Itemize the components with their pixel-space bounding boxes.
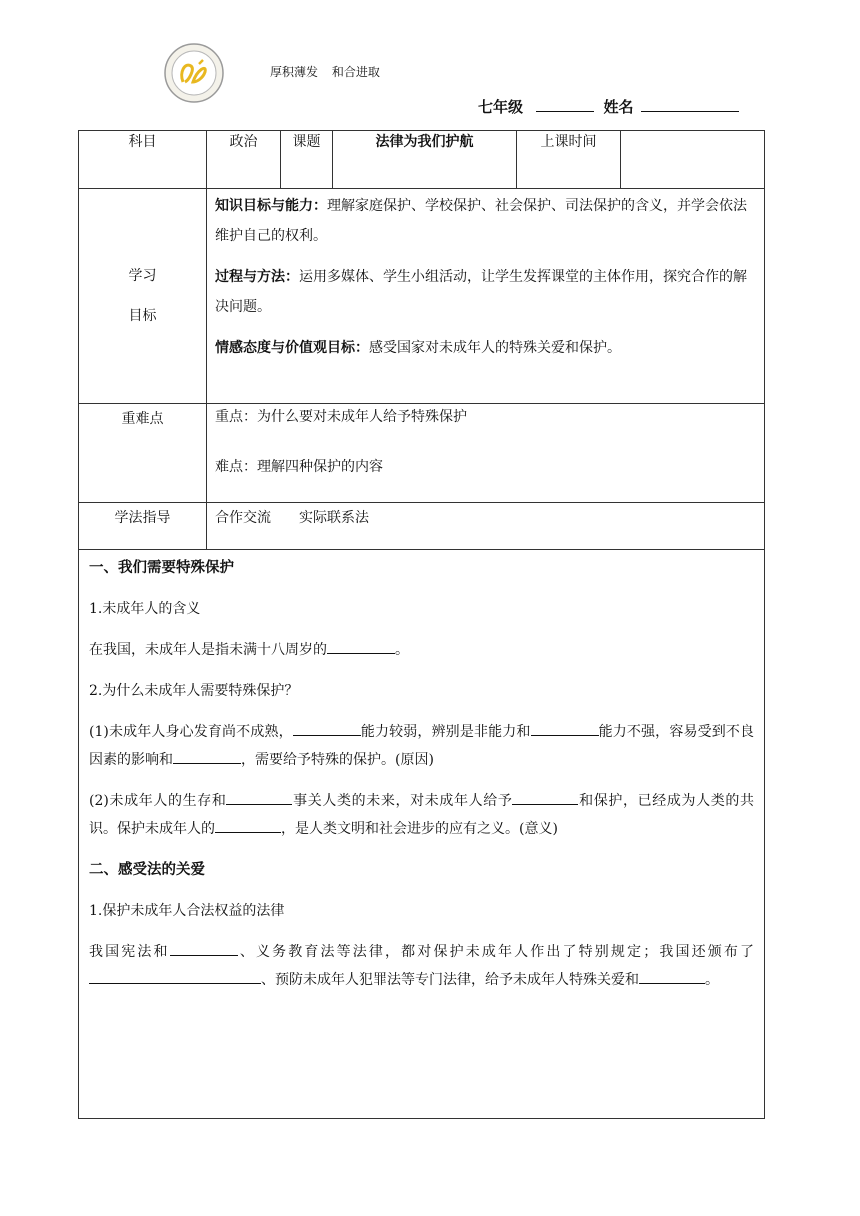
objectives-label (79, 189, 207, 404)
method-value: 合作交流 实际联系法 (207, 503, 765, 550)
student-info-line (478, 96, 739, 117)
subject-label: 科目 (79, 131, 207, 189)
objective-process (215, 262, 758, 322)
objectives-content (207, 189, 765, 404)
fill-blank[interactable] (170, 941, 238, 956)
p2-part-d: ，是人类文明和社会进步的应有之义。(意义) (281, 821, 558, 837)
class-time-label: 上课时间 (517, 131, 621, 189)
fill-blank[interactable] (639, 969, 705, 984)
name-blank[interactable] (641, 97, 739, 112)
section-2-title: 二、感受法的关爱 (89, 862, 205, 878)
question-2-title: 2.为什么未成年人需要特殊保护？ (89, 683, 299, 699)
subject-value: 政治 (207, 131, 281, 189)
content-row (79, 550, 765, 1119)
topic-value: 法律为我们护航 (333, 131, 517, 189)
method-row (79, 503, 765, 550)
key-points-label: 重难点 (79, 404, 207, 503)
difficult-point: 难点：理解四种保护的内容 (215, 459, 383, 475)
p3-part-b: 、义务教育法等法律，都对保护未成年人作出了特别规定；我国还颁布了 (237, 944, 755, 960)
p1-part-d: ，需要给予特殊的保护。(原因) (241, 752, 434, 768)
p3-part-a: 我国宪法和 (89, 944, 170, 960)
question-3-title: 1.保护未成年人合法权益的法律 (89, 903, 285, 919)
method-label: 学法指导 (79, 503, 207, 550)
key-points-content (207, 404, 765, 503)
p3-part-c: 、预防未成年人犯罪法等专门法律，给予未成年人特殊关爱和 (261, 972, 639, 988)
fill-blank[interactable] (327, 639, 395, 654)
objective-attitude-title: 情感态度与价值观目标： (215, 340, 369, 356)
grade-label: 七年级 (478, 98, 524, 116)
fill-blank[interactable] (215, 818, 281, 833)
reason-paragraph (89, 718, 754, 774)
fill-blank[interactable] (293, 721, 361, 736)
fill-blank[interactable] (531, 721, 599, 736)
objective-knowledge (215, 191, 758, 251)
school-motto: 厚积薄发 和合进取 (270, 65, 380, 79)
key-point: 重点：为什么要对未成年人给予特殊保护 (215, 409, 467, 425)
fill-blank[interactable] (173, 749, 241, 764)
p1-part-a: (1)未成年人身心发育尚不成熟， (89, 724, 293, 740)
school-logo (163, 42, 225, 104)
objective-attitude-text: 感受国家对未成年人的特殊关爱和保护。 (369, 340, 621, 356)
q1-part-a: 在我国，未成年人是指未满十八周岁的 (89, 642, 327, 658)
lesson-plan-table (78, 130, 765, 1119)
class-time-value (621, 131, 765, 189)
name-label: 姓名 (603, 98, 634, 116)
objectives-label-line1: 学习 (128, 268, 157, 284)
objectives-label-line2: 目标 (128, 308, 157, 324)
fill-blank[interactable] (512, 790, 578, 805)
significance-paragraph (89, 787, 754, 843)
p2-part-a: (2)未成年人的生存和 (89, 793, 227, 809)
objective-process-title: 过程与方法： (215, 269, 299, 285)
question-1-text (89, 636, 754, 664)
class-blank[interactable] (536, 97, 594, 112)
lesson-content (79, 550, 765, 1119)
objective-knowledge-title: 知识目标与能力： (215, 198, 327, 214)
fill-blank[interactable] (226, 790, 292, 805)
key-points-row (79, 404, 765, 503)
p3-part-d: 。 (705, 972, 719, 988)
p2-part-c: 和保护，已经成为人类的共识。保护未成年人的 (89, 793, 754, 837)
q1-part-b: 。 (395, 642, 409, 658)
header-row (79, 131, 765, 189)
law-paragraph (89, 938, 754, 994)
objective-attitude (215, 333, 758, 363)
section-1-title: 一、我们需要特殊保护 (89, 560, 234, 576)
question-1-title: 1.未成年人的含义 (89, 601, 201, 617)
p1-part-c: 能力不强，容易受到不良因素的影响和 (89, 724, 754, 768)
objective-knowledge-text: 理解家庭保护、学校保护、社会保护、司法保护的含义，并学会依法维护自己的权利。 (215, 198, 747, 244)
p1-part-b: 能力较弱，辨别是非能力和 (360, 724, 531, 740)
topic-label: 课题 (281, 131, 333, 189)
fill-blank[interactable] (89, 969, 261, 984)
objective-process-text: 运用多媒体、学生小组活动，让学生发挥课堂的主体作用，探究合作的解决问题。 (215, 269, 747, 315)
p2-part-b: 事关人类的未来，对未成年人给予 (292, 793, 513, 809)
objectives-row (79, 189, 765, 404)
